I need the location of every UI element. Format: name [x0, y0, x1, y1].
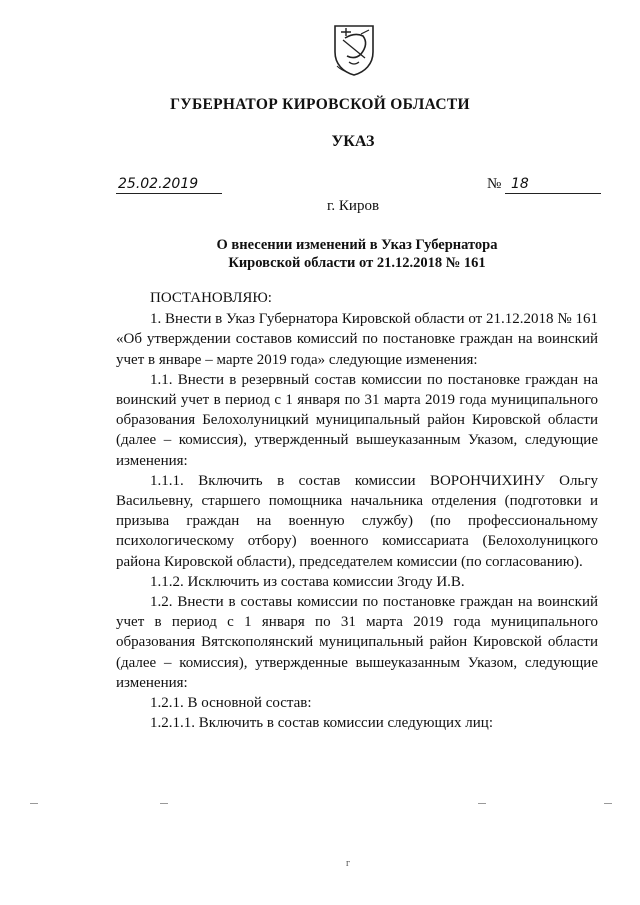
paragraph-1-2: 1.2. Внести в составы комиссии по постановке граждан на воинский учет в период с 1 января по 31 марта 2019 года муниципального образования Вятскополянский муниципальный район Кировской области (далее – комиссия), утвержденные вышеуказанным Указом, следующие изменения: — [116, 594, 598, 691]
title-line-1: О внесении изменений в Указ Губернатора — [216, 237, 498, 253]
scan-artifact-mark: г — [346, 858, 351, 869]
coat-of-arms-emblem — [331, 22, 377, 76]
document-number: 18 — [505, 176, 601, 194]
city-line: г. Киров — [326, 198, 380, 214]
document-date: 25.02.2019 — [116, 176, 222, 194]
document-type-heading: УКАЗ — [331, 133, 375, 150]
decree-word: ПОСТАНОВЛЯЮ: — [150, 290, 272, 306]
scan-artifact-dash — [478, 803, 486, 804]
paragraph-1-2-1: 1.2.1. В основной состав: — [150, 695, 312, 712]
issuer-heading: ГУБЕРНАТОР КИРОВСКОЙ ОБЛАСТИ — [170, 96, 470, 113]
paragraph-1-1: 1.1. Внести в резервный состав комиссии по постановке граждан на воинский учет в период с 1 января по 31 марта 2019 года муниципального образования Белохолуницкий муниципальный район Кировской области (далее – комиссия), утвержденный вышеуказанным Указом, следующие изменения: — [116, 371, 598, 469]
number-label: № — [487, 176, 502, 192]
paragraph-1-1-1: 1.1.1. Включить в состав комиссии ВОРОНЧИХИНУ Ольгу Васильевну, старшего помощника начальника отделения (подготовки и призыва граждан на военную службу) (по профессиональному психологическому отбору) военного комиссариата (Белохолуницкого района Кировской области), председателем комиссии (по согласованию). — [116, 472, 598, 570]
paragraph-1-1-2: 1.1.2. Исключить из состава комиссии Згоду И.В. — [150, 573, 465, 590]
document-title — [0, 236, 640, 272]
document-body — [116, 288, 598, 733]
paragraph-1: 1. Внести в Указ Губернатора Кировской области от 21.12.2018 № 161 «Об утверждении составов комиссий по постановке граждан на воинский учет в январе – марте 2019 года» следующие изменения: — [116, 311, 598, 368]
scan-artifact-dash — [30, 803, 38, 804]
title-line-2: Кировской области от 21.12.2018 № 161 — [228, 255, 486, 271]
paragraph-1-2-1-1: 1.2.1.1. Включить в состав комиссии следующих лиц: — [150, 715, 493, 732]
scan-artifact-dash — [160, 803, 168, 804]
scan-artifact-dash — [604, 803, 612, 804]
